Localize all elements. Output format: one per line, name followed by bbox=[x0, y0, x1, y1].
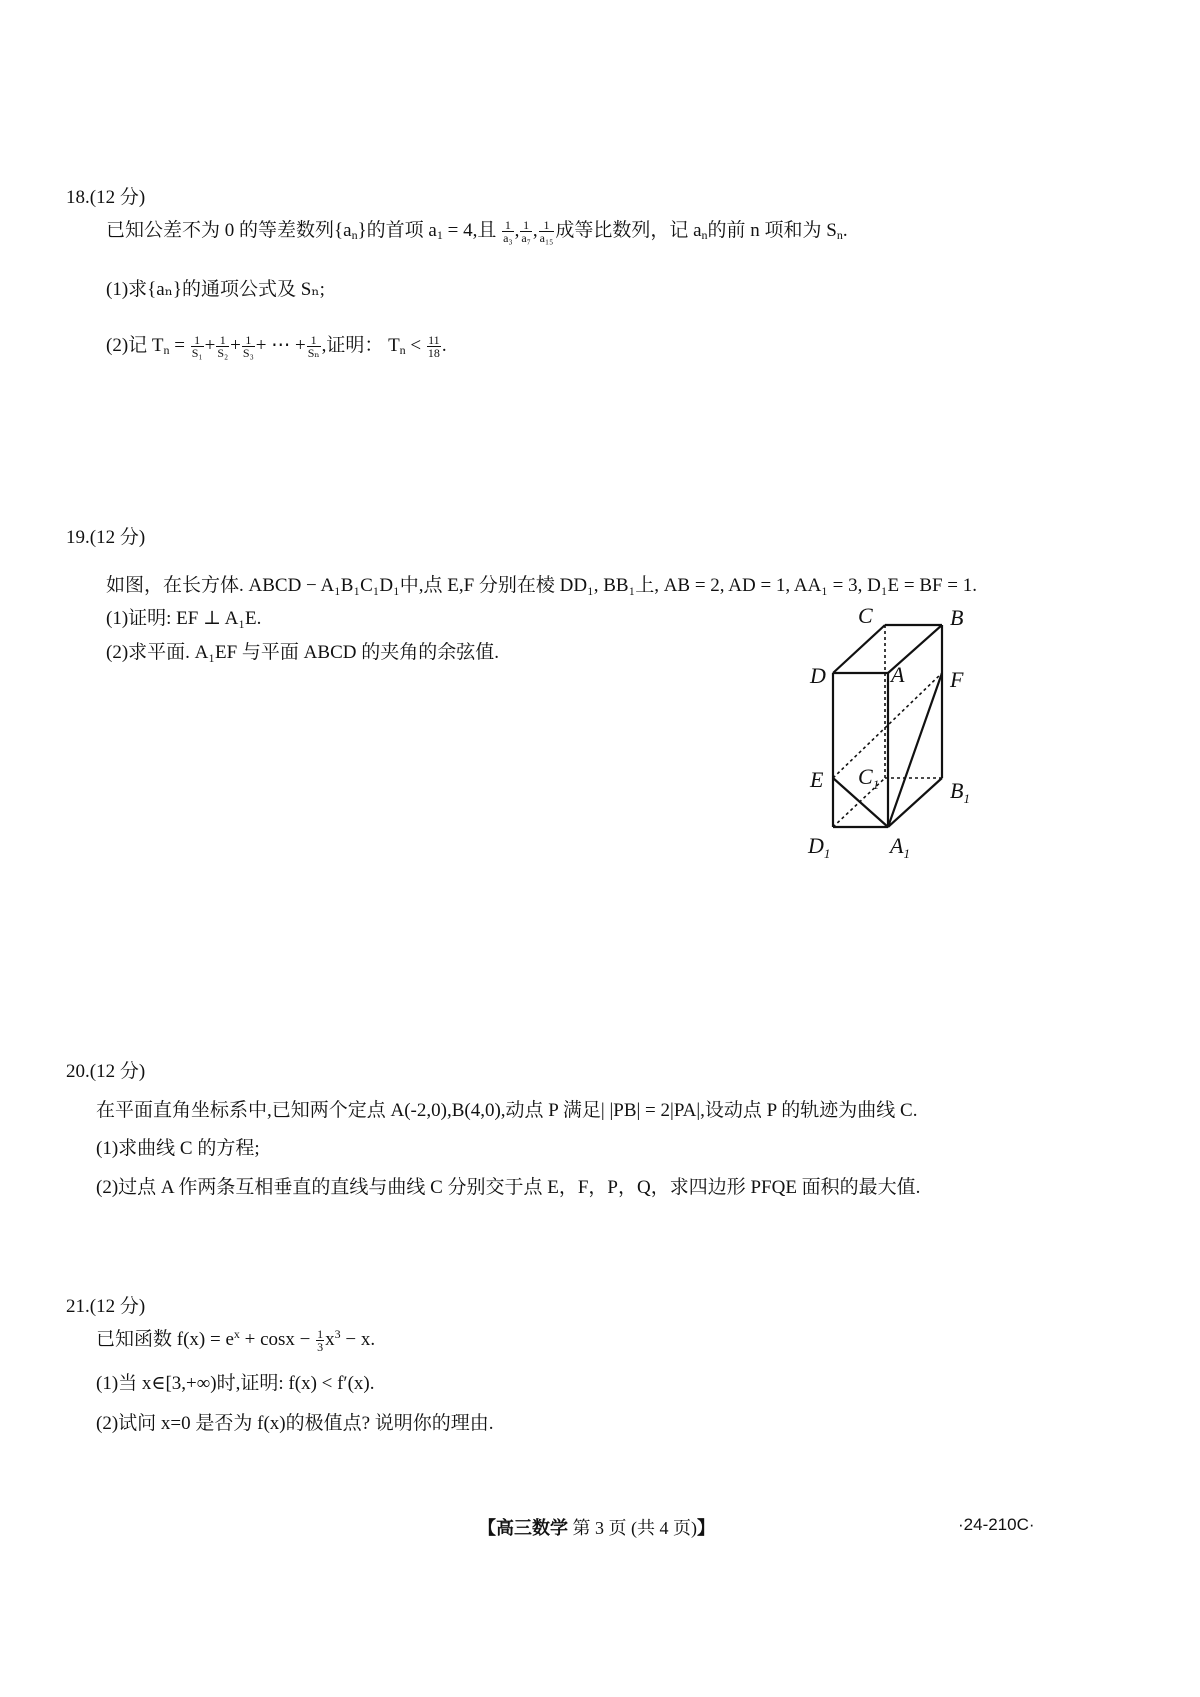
label-D1-sub: 1 bbox=[823, 846, 831, 861]
q21-sup: 3 bbox=[334, 1327, 341, 1341]
label-D: D bbox=[810, 663, 826, 688]
q21-sup: x bbox=[233, 1327, 240, 1341]
frac-den: S₁ bbox=[191, 346, 203, 361]
edge-DC bbox=[833, 625, 885, 673]
q21-part-1: (1)当 x∈[3,+∞)时,证明: f(x) < f′(x). bbox=[96, 1373, 375, 1394]
q18-stem-part: = 4,且 bbox=[442, 220, 497, 241]
frac-num: 1 bbox=[317, 1326, 324, 1341]
q18-frac-2 bbox=[520, 219, 532, 245]
q21-stem-part: x bbox=[325, 1329, 335, 1350]
q18-part-1: (1)求{aₙ}的通项公式及 Sₙ; bbox=[106, 279, 325, 300]
label-A: A bbox=[891, 662, 905, 687]
plus-sign: + bbox=[204, 335, 216, 356]
q21-stem-part: − x. bbox=[340, 1329, 376, 1350]
q18-p2-part: . bbox=[441, 335, 447, 356]
q18-sub: n bbox=[163, 343, 170, 357]
cuboid-figure bbox=[790, 595, 1000, 875]
q19-header: 19.(12 分) bbox=[66, 527, 146, 548]
frac-num: 1 bbox=[523, 217, 530, 232]
q18-t-frac-3 bbox=[242, 334, 255, 360]
q18-t-frac-n bbox=[307, 334, 321, 360]
frac-num: 1 bbox=[245, 332, 252, 347]
label-B1-letter: B bbox=[950, 778, 964, 803]
q18-sub: n bbox=[351, 228, 358, 242]
footer-page-number: 第 3 页 (共 4 页) bbox=[568, 1518, 697, 1538]
q18-frac-1 bbox=[502, 219, 514, 245]
q18-stem: 已知公差不为 0 的等差数列$\{a_n\}$的首项 $a_1 = 4$,且 $\frac{1}{\text{a₃}}$ , $\frac{1}{\text{a₇}}$ , $\frac{1}{\text{a₁₅}}$ 成等比数列，记 $a_n$的前 n 项和为 $S_n$. bbox=[106, 217, 848, 246]
q20-header: 20.(12 分) bbox=[66, 1061, 146, 1082]
q18-header: 18.(12 分) bbox=[66, 187, 146, 208]
q18-frac-3 bbox=[539, 219, 555, 245]
q18-part-2 bbox=[106, 330, 447, 360]
label-C: C bbox=[858, 603, 873, 628]
label-E: E bbox=[810, 767, 824, 792]
page-footer bbox=[478, 1514, 715, 1540]
frac-num: 1 bbox=[543, 217, 550, 232]
label-D1-letter: D bbox=[808, 833, 824, 858]
q18-bound-frac bbox=[427, 334, 441, 360]
q18-t-frac-1 bbox=[191, 334, 204, 360]
ellipsis-plus: + ⋯ + bbox=[255, 335, 306, 356]
label-C1 bbox=[858, 764, 879, 792]
q18-t-frac-2 bbox=[216, 334, 229, 360]
q18-stem-part: }的首项 a bbox=[357, 220, 437, 241]
label-B: B bbox=[950, 605, 964, 630]
q18-p2-part: (2)记 T bbox=[106, 335, 164, 356]
frac-num: 1 bbox=[310, 332, 317, 347]
label-B1-sub: 1 bbox=[963, 791, 970, 806]
frac-num: 11 bbox=[428, 332, 440, 347]
label-C1-sub: 1 bbox=[872, 777, 880, 792]
q21-stem bbox=[96, 1324, 375, 1354]
label-A1 bbox=[888, 833, 910, 861]
q18-p2-part: < bbox=[405, 335, 426, 356]
q20-part-1: (1)求曲线 C 的方程; bbox=[96, 1138, 260, 1159]
label-F: F bbox=[950, 667, 964, 692]
footer-bracket: 】 bbox=[697, 1518, 715, 1538]
q21-header: 21.(12 分) bbox=[66, 1296, 146, 1317]
q21-stem-part: 已知函数 f(x) = e bbox=[96, 1329, 234, 1350]
q18-p2-part: = bbox=[169, 335, 190, 356]
frac-den: 18 bbox=[427, 346, 440, 361]
q20-stem: 在平面直角坐标系中,已知两个定点 A(-2,0),B(4,0),动点 P 满足| |PB| = 2|PA|,设动点 P 的轨迹为曲线 C. bbox=[96, 1100, 918, 1121]
q18-sub: 1 bbox=[436, 228, 443, 242]
frac-den: a₃ bbox=[503, 231, 513, 246]
exam-code: ·24-210C· bbox=[958, 1515, 1035, 1534]
frac-num: 1 bbox=[194, 332, 201, 347]
frac-num: 1 bbox=[219, 332, 226, 347]
q18-p2-part: ,证明： T bbox=[321, 335, 400, 356]
label-A1-sub: 1 bbox=[903, 846, 910, 861]
q19-stem: 如图，在长方体. ABCD − A₁B₁C₁D₁中,点 E,F 分别在棱 DD₁, BB₁上, AB = 2, AD = 1, AA₁ = 3, D₁E = BF = 1. bbox=[106, 575, 978, 596]
q19-part-1: (1)证明: EF ⊥ A₁E. bbox=[106, 608, 262, 629]
q21-stem-part: + cosx − bbox=[239, 1329, 316, 1350]
frac-den: Sₙ bbox=[307, 346, 320, 361]
footer-subject: 【高三数学 bbox=[478, 1518, 568, 1538]
q18-stem-part: 已知公差不为 0 的等差数列{a bbox=[106, 220, 352, 241]
frac-num: 1 bbox=[504, 217, 511, 232]
frac-den: S₃ bbox=[242, 346, 254, 361]
q20-part-2: (2)过点 A 作两条互相垂直的直线与曲线 C 分别交于点 E，F，P，Q，求四边形 PFQE 面积的最大值. bbox=[96, 1177, 921, 1198]
q18-sub: n bbox=[701, 228, 708, 242]
label-A1-letter: A bbox=[890, 833, 904, 858]
label-C1-letter: C bbox=[858, 764, 873, 789]
frac-den: a₁₅ bbox=[539, 231, 554, 246]
q19-part-2: (2)求平面. A₁EF 与平面 ABCD 的夹角的余弦值. bbox=[106, 642, 499, 663]
q18-sub: n bbox=[836, 228, 843, 242]
frac-den: 3 bbox=[317, 1340, 324, 1355]
label-B1 bbox=[950, 778, 970, 806]
frac-den: a₇ bbox=[521, 231, 531, 246]
q18-sub: n bbox=[399, 343, 406, 357]
q18-stem-part: 成等比数列，记 a bbox=[555, 220, 702, 241]
q18-stem-part: 的前 n 项和为 S bbox=[707, 220, 837, 241]
q21-frac bbox=[316, 1328, 324, 1354]
frac-den: S₂ bbox=[217, 346, 229, 361]
plus-sign: + bbox=[230, 335, 241, 356]
q18-stem-part: . bbox=[842, 220, 848, 241]
label-D1 bbox=[807, 833, 830, 861]
q21-part-2: (2)试问 x=0 是否为 f(x)的极值点? 说明你的理由. bbox=[96, 1413, 494, 1434]
